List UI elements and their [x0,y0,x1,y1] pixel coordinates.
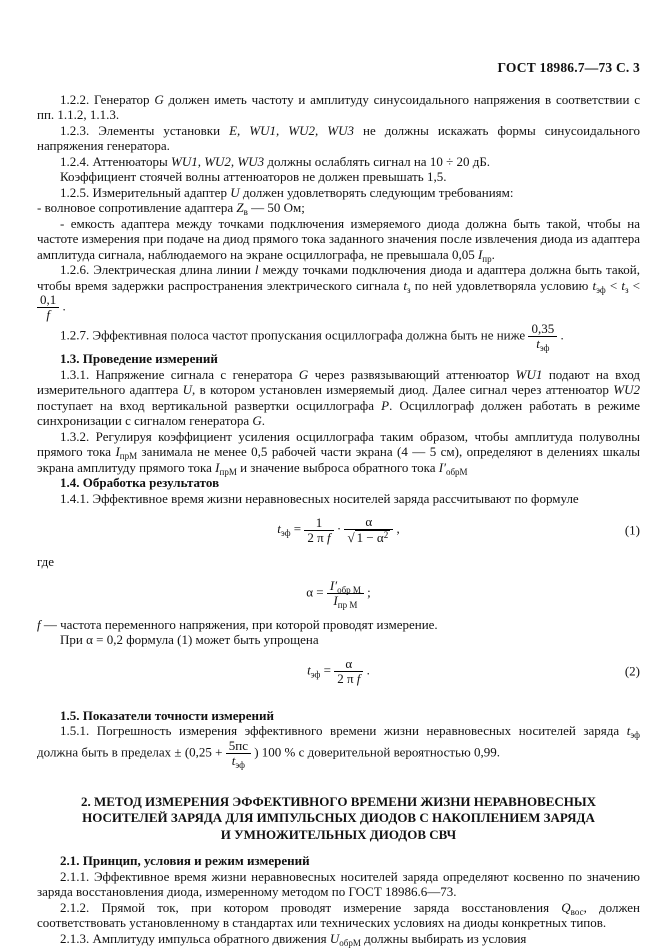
paragraph [37,429,640,476]
paragraph [37,554,640,570]
paragraph [37,900,640,931]
paragraph [37,321,640,354]
text-segment: з [624,284,629,295]
text-segment: з [407,284,411,295]
text-segment: 1.5.1. Погрешность измерения эффективного времени жизни неравновесных носителей заряда [60,723,627,739]
text-segment: должны ослаблять сигнал на 10 ÷ 20 дБ. [264,153,491,169]
text-segment: G [252,413,262,429]
text-segment: . [491,246,495,262]
formula [37,515,640,545]
fraction-denominator [334,672,363,686]
text-segment: обрМ [339,937,361,948]
text-segment: должны выбирать из условия [360,930,527,946]
paragraph [37,92,640,123]
text-segment: При α = 0,2 формула (1) может быть упрощена [60,632,319,648]
text-segment: I [115,444,120,460]
paragraph [37,931,640,947]
text-segment: ; [363,584,371,600]
fraction [344,515,393,545]
text-segment: I′ [438,459,446,475]
fraction-denominator [528,336,557,354]
fraction-denominator [344,530,393,545]
clause-heading [37,708,640,724]
text-segment: эф [596,284,606,295]
text-segment: 2.1.1. Эффективное время жизни неравновесных носителей заряда определяют косвенно по значению заряда восстановления диода, измеренному методом по ГОСТ 18986.6—73. [37,868,640,900]
fraction-numerator [226,739,251,754]
text-segment: подают на вход измерительного адаптера [37,366,640,398]
formula-body [306,579,371,608]
clause-heading [37,351,640,367]
text-segment: эф [310,669,321,680]
text-segment: 1.2.4. Аттенюаторы [60,153,171,169]
formula [37,657,640,686]
text-segment: t [307,662,311,678]
square-root [347,530,390,545]
text-segment: , в котором установлен измеряемый диод. Далее сигнал через аттенюатор [191,382,614,398]
text-segment: G [154,91,164,107]
text-segment: I [477,246,483,262]
text-segment: = [290,521,305,537]
text-segment: U [329,930,340,946]
radical-sign-icon: √ [347,530,355,546]
paragraph [37,200,640,216]
text-segment: прМ [219,466,237,477]
paragraph [37,723,640,768]
text-segment: 0,1 [40,292,57,307]
fraction-denominator [327,594,364,608]
paragraph [37,491,640,507]
text-segment: U [182,382,192,398]
fraction [528,321,557,354]
text-segment: 5пс [228,737,248,753]
text-segment: U [230,184,240,200]
fraction-numerator [37,293,59,308]
formula-number: (2) [624,663,640,679]
text-segment: . Осциллограф должен работать в режиме синхронизации с сигналом генератора [37,397,641,429]
fraction [334,657,363,686]
text-segment: должен иметь частоту и амплитуду синусоидального напряжения в соответствии с пп. 1.1.2, 1.1.3. [37,91,640,122]
text-segment: 2 [383,530,389,541]
text-segment: в [243,207,248,217]
text-segment: . [59,298,66,314]
text-segment: = [320,662,335,678]
text-segment: α = [306,584,327,600]
text-segment: — 50 Ом; [247,200,305,215]
text-segment: 1.4.1. Эффективное время жизни неравновесных носителей заряда рассчитывают по формуле [60,490,579,506]
text-segment: . [363,662,370,678]
formula-body [307,657,370,686]
formula-body [277,515,399,545]
text-segment: . [261,413,266,429]
paragraph [37,185,640,201]
text-segment: , должен соответствовать установленному в стандартах или технических условиях на диоды конкретных типов. [37,899,641,931]
text-segment: и значение выброса обратного тока [236,459,439,475]
text-segment: где [37,554,55,570]
text-segment: 1.2.2. Генератор [60,91,155,107]
paragraph [37,262,640,322]
text-segment: 1.2.5. Измерительный адаптер [60,184,231,200]
fraction [304,516,333,545]
text-segment: не должны искажать формы синусоидального напряжения генератора. [37,122,640,153]
section-title-line: 2. МЕТОД ИЗМЕРЕНИЯ ЭФФЕКТИВНОГО ВРЕМЕНИ ЖИЗНИ НЕРАВНОВЕСНЫХ [80,793,597,809]
text-segment: I [215,459,220,475]
text-segment: занимала не менее 0,5 рабочей части экрана (4 — 5 см), определяют в делениях шкалы экрана амплитуду прямого тока [37,444,640,475]
fraction [327,579,364,608]
text-segment: вос [570,906,584,917]
fraction-denominator [37,308,59,322]
text-segment: 1.2.7. Эффективная полоса частот пропускания осциллографа должна быть не ниже [60,327,529,343]
formula [37,579,640,608]
text-segment: эф [539,343,550,354]
text-segment: WU2 [613,382,640,398]
text-segment: 1.3. Проведение измерений [60,351,218,367]
paragraph [37,123,640,154]
text-segment: 2.1.3. Амплитуду импульса обратного движения [60,930,330,946]
text-segment: Z [236,200,244,215]
text-segment: 1.5. Показатели точности измерений [60,707,274,723]
text-segment: WU1, WU2, WU3 [170,153,265,169]
text-segment: α [365,514,373,530]
text-segment: 1.3.1. Напряжение сигнала с генератора [60,366,299,382]
text-segment: < [605,277,622,293]
text-segment: 2.1. Принцип, условия и режим измерений [60,853,310,869]
text-segment: - волновое сопротивление адаптера [37,200,237,215]
text-segment: эф [280,528,291,539]
text-segment: по ней удовлетворяла условию [410,277,593,293]
text-segment: должна быть в пределах ± (0,25 + [37,744,226,760]
text-segment: t [626,723,631,739]
text-segment: через развязывающий аттенюатор [308,366,516,382]
text-segment: P [381,397,390,413]
text-segment: f [326,529,331,545]
text-segment: f [37,616,41,632]
text-segment: между точками подключения диода и адаптера должна быть такой, чтобы время задержки распространения электрического сигнала [37,262,640,293]
text-segment: WU1 [515,366,543,382]
paragraph [37,632,640,648]
fraction-numerator [334,657,363,672]
text-segment: t [277,521,281,537]
paragraph [37,216,640,263]
text-segment: пр М [337,599,358,610]
text-segment: t [592,277,597,293]
text-segment: 1.4. Обработка результатов [60,475,220,491]
paragraph [37,154,640,170]
text-segment: 1.3.2. Регулируя коэффициент усиления осциллографа таким образом, чтобы амплитуда полуволны прямого тока [37,428,640,460]
text-segment: t [536,336,540,352]
text-segment: 1.2.3. Элементы установки [60,122,230,138]
text-segment: t [231,752,236,768]
section-title [37,794,640,844]
text-segment: f [46,307,50,323]
text-segment: < [628,277,640,293]
fraction-numerator [304,516,333,531]
text-segment: 1 [315,514,323,530]
text-segment: Коэффициент стоячей волны аттенюаторов не должен превышать 1,5. [60,169,447,184]
text-segment: E, WU1, WU2, WU3 [229,122,354,138]
fraction-numerator [344,515,393,530]
text-segment: ) 100 % с доверительной вероятностью 0,99. [250,744,500,760]
fraction-denominator [226,754,251,768]
fraction-denominator [304,531,333,545]
text-segment: t [621,277,625,293]
text-segment: 2 π [307,529,327,545]
text-segment: l [254,262,259,277]
text-segment: обрМ [445,466,468,477]
text-segment: . [557,327,564,343]
text-segment: 1.2.6. Электрическая длина линии [60,262,255,277]
text-segment: Q [561,899,571,915]
paragraph [37,367,640,429]
text-segment: эф [235,759,245,770]
text-segment: t [403,277,408,293]
text-segment: эф [630,730,640,741]
text-segment: 2 π [337,670,357,686]
fraction [37,293,59,322]
paragraph [37,617,640,633]
text-segment: поступает на вход вертикальной развертки осциллографа [37,397,382,413]
text-segment: - емкость адаптера между точками подключения измеряемого диода должна быть такой, чтобы на частоте измерения при подаче на диод прямого тока заданного значения после извлечения диода из адаптера амплитуда сигнала, наблюдаемого на экране осциллографа, не превышала 0,05 [37,215,640,262]
fraction-numerator [528,322,557,337]
text-segment: должен удовлетворять следующим требованиям: [239,184,514,200]
text-segment: 2.1.2. Прямой ток, при котором проводят измерение заряда восстановления [60,899,562,915]
fraction [226,739,251,768]
paragraph [37,869,640,900]
text-segment: G [298,366,309,382]
text-segment: 1 − α [356,530,384,546]
text-segment: I [333,592,338,608]
text-segment: I′ [329,577,338,593]
clause-heading [37,853,640,869]
text-segment: — частота переменного напряжения, при которой проводят измерение. [40,616,438,632]
text-segment: 0,35 [531,321,555,337]
document-body [37,92,640,947]
text-segment: f [356,670,361,686]
text-segment: прМ [119,451,138,462]
text-segment: обр М [337,584,361,595]
clause-heading [37,475,640,491]
text-segment: · [333,521,345,537]
formula-number: (1) [624,522,640,538]
page-header: ГОСТ 18986.7—73 С. 3 [497,60,640,75]
text-segment: α [345,655,353,671]
paragraph [37,169,640,185]
text-segment: , [393,521,400,537]
section-title-line: НОСИТЕЛЕЙ ЗАРЯДА ДЛЯ ИМПУЛЬСНЫХ ДИОДОВ С НАКОПЛЕНИЕМ ЗАРЯДА [82,810,595,826]
fraction-numerator [327,579,364,594]
section-title-line: И УМНОЖИТЕЛЬНЫХ ДИОДОВ СВЧ [220,826,457,842]
radicand [355,530,391,545]
text-segment: пр [482,253,492,264]
